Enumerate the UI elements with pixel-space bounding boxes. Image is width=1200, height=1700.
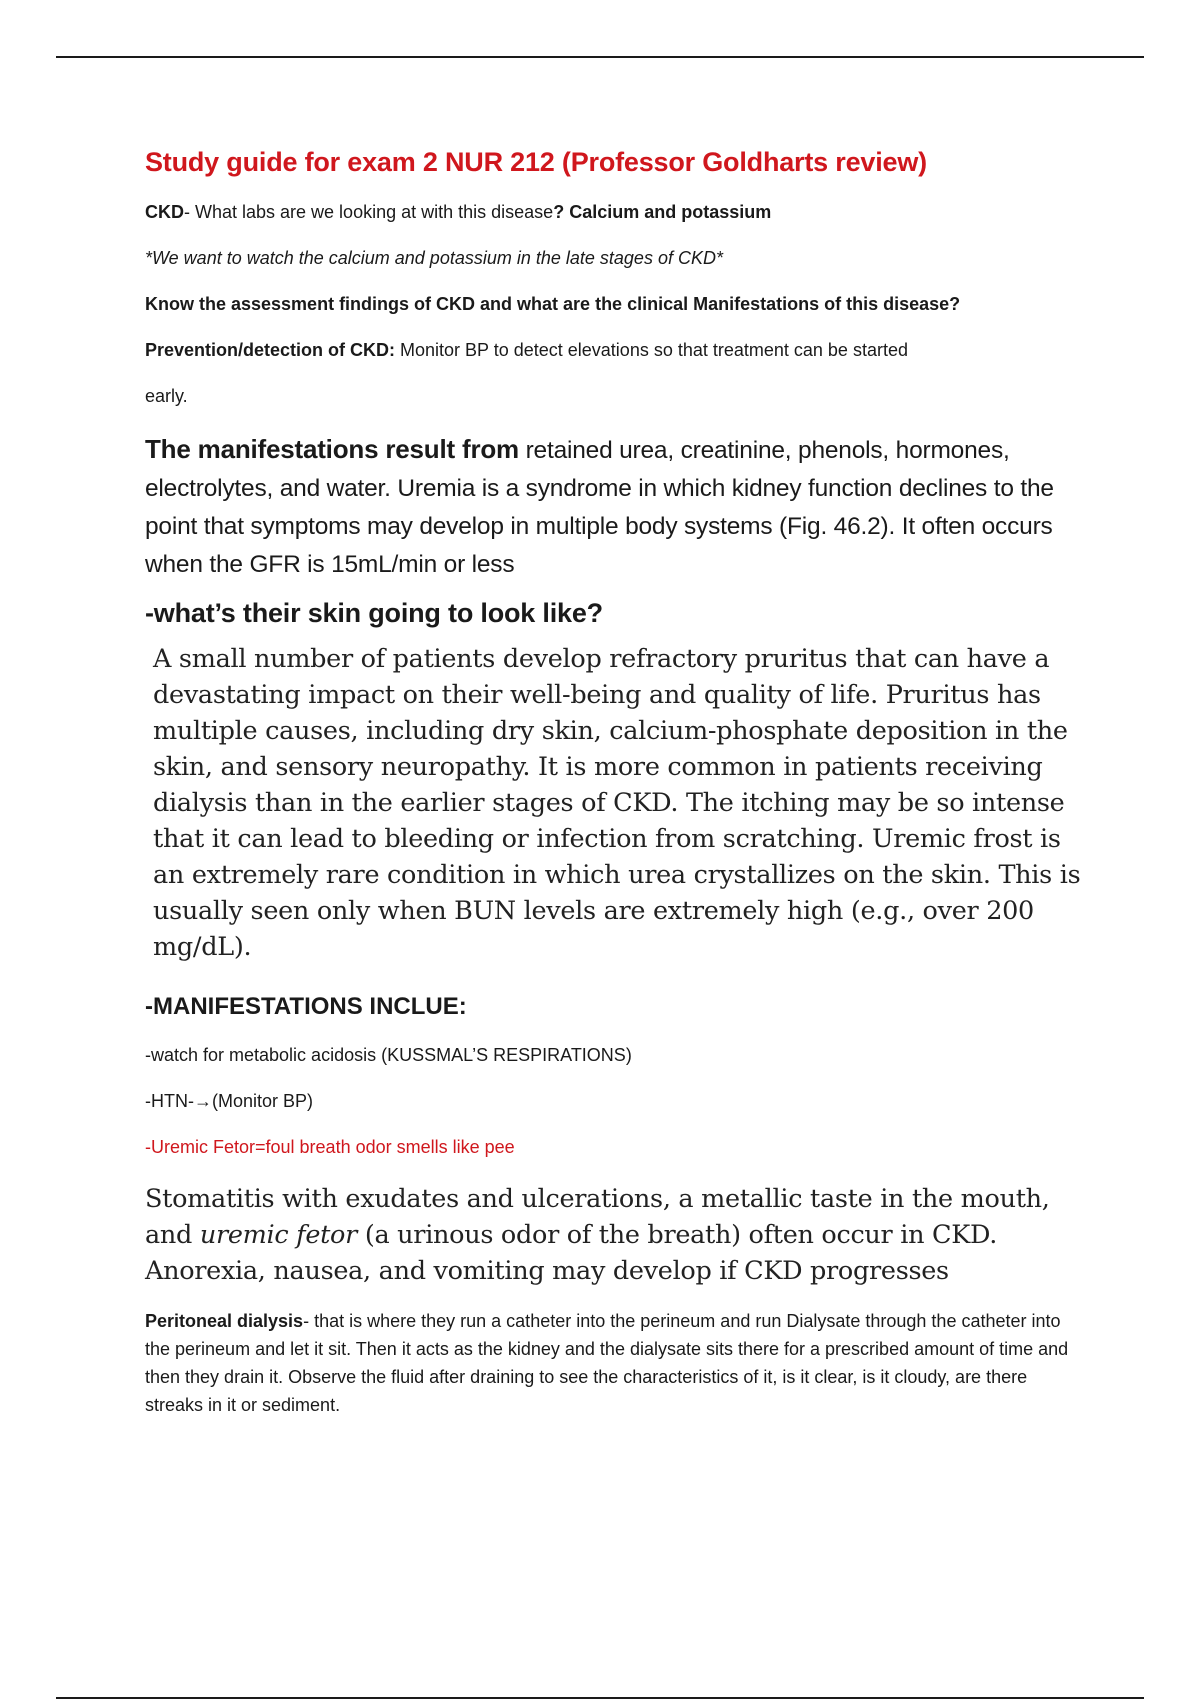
manifestations-heading: -MANIFESTATIONS INCLUE:: [145, 993, 467, 1020]
prevention-line-2: early.: [145, 386, 188, 406]
top-rule: [56, 56, 1144, 58]
skin-text: A small number of patients develop refractory pruritus that can have a devastating impact on their well-being and quality of life. Pruritus has multiple causes, including dry skin, calcium-phosphate deposition in the skin, and sensory neuropathy. It is more common in patients receiving dialysis than in the earlier stages of CKD. The itching may be so intense that it can lead to bleeding or infection from scratching. Uremic frost is an extremely rare condition in which urea crystallizes on the skin. This is usually seen only when BUN levels are extremely high (e.g., over 200 mg/dL).: [153, 644, 1081, 962]
peritoneal-dialysis-para: [145, 1307, 1090, 1419]
manifestation-htn: -HTN-→(Monitor BP): [145, 1091, 314, 1111]
page-title: Study guide for exam 2 NUR 212 (Professor Goldharts review): [145, 147, 927, 177]
ckd-qmark: ?: [553, 202, 565, 222]
ckd-question: - What labs are we looking at with this disease: [184, 202, 554, 222]
stomatitis-text: [145, 1181, 1090, 1289]
manifestations-intro: [145, 430, 1090, 584]
prevention-term: Prevention/detection of CKD:: [145, 340, 396, 360]
assessment-heading-text: Know the assessment findings of CKD and what are the clinical Manifestations of this disease?: [145, 294, 961, 314]
manifestation-acidosis: -watch for metabolic acidosis (KUSSMAL’S RESPIRATIONS): [145, 1045, 632, 1065]
skin-heading: -what’s their skin going to look like?: [145, 598, 603, 628]
ckd-note: *We want to watch the calcium and potassium in the late stages of CKD*: [145, 248, 723, 268]
manifestations-intro-bold: The manifestations result from: [145, 434, 519, 464]
ckd-term: CKD: [145, 202, 184, 222]
manifestations-intro-text: retained urea, creatinine, phenols, hormones, electrolytes, and water. Uremia is a syndrome in which kidney function declines to the point that symptoms may develop in multiple body systems (Fig. 46.2). It often occurs when the GFR is 15mL/min or less: [145, 437, 1054, 578]
stomatitis-part2: (a urinous odor of the breath) often occur in CKD. Anorexia, nausea, and vomiting may develop if CKD progresses: [145, 1220, 998, 1286]
stomatitis-part1: Stomatitis with exudates and ulcerations, a metallic taste in the mouth, and: [145, 1184, 1050, 1250]
bottom-rule: [56, 1697, 1144, 1699]
manifestation-uremic-fetor: -Uremic Fetor=foul breath odor smells like pee: [145, 1137, 515, 1157]
ckd-answer: Calcium and potassium: [564, 202, 772, 222]
stomatitis-italic: uremic fetor: [199, 1220, 358, 1250]
document-body: [145, 140, 1090, 1419]
prevention-line: [145, 338, 1090, 362]
prevention-text: Monitor BP to detect elevations so that treatment can be started: [395, 340, 908, 360]
peritoneal-term: Peritoneal dialysis: [145, 1311, 304, 1331]
peritoneal-text: - that is where they run a catheter into the perineum and run Dialysate through the catheter into the perineum and let it sit. Then it acts as the kidney and the dialysate sits there for a prescribed amount of time and then they drain it. Observe the fluid after draining to see the characteristics of it, is it clear, is it cloudy, are there streaks in it or sediment.: [145, 1311, 1069, 1415]
assessment-heading: [145, 292, 1090, 316]
ckd-labs-line: [145, 200, 1090, 224]
